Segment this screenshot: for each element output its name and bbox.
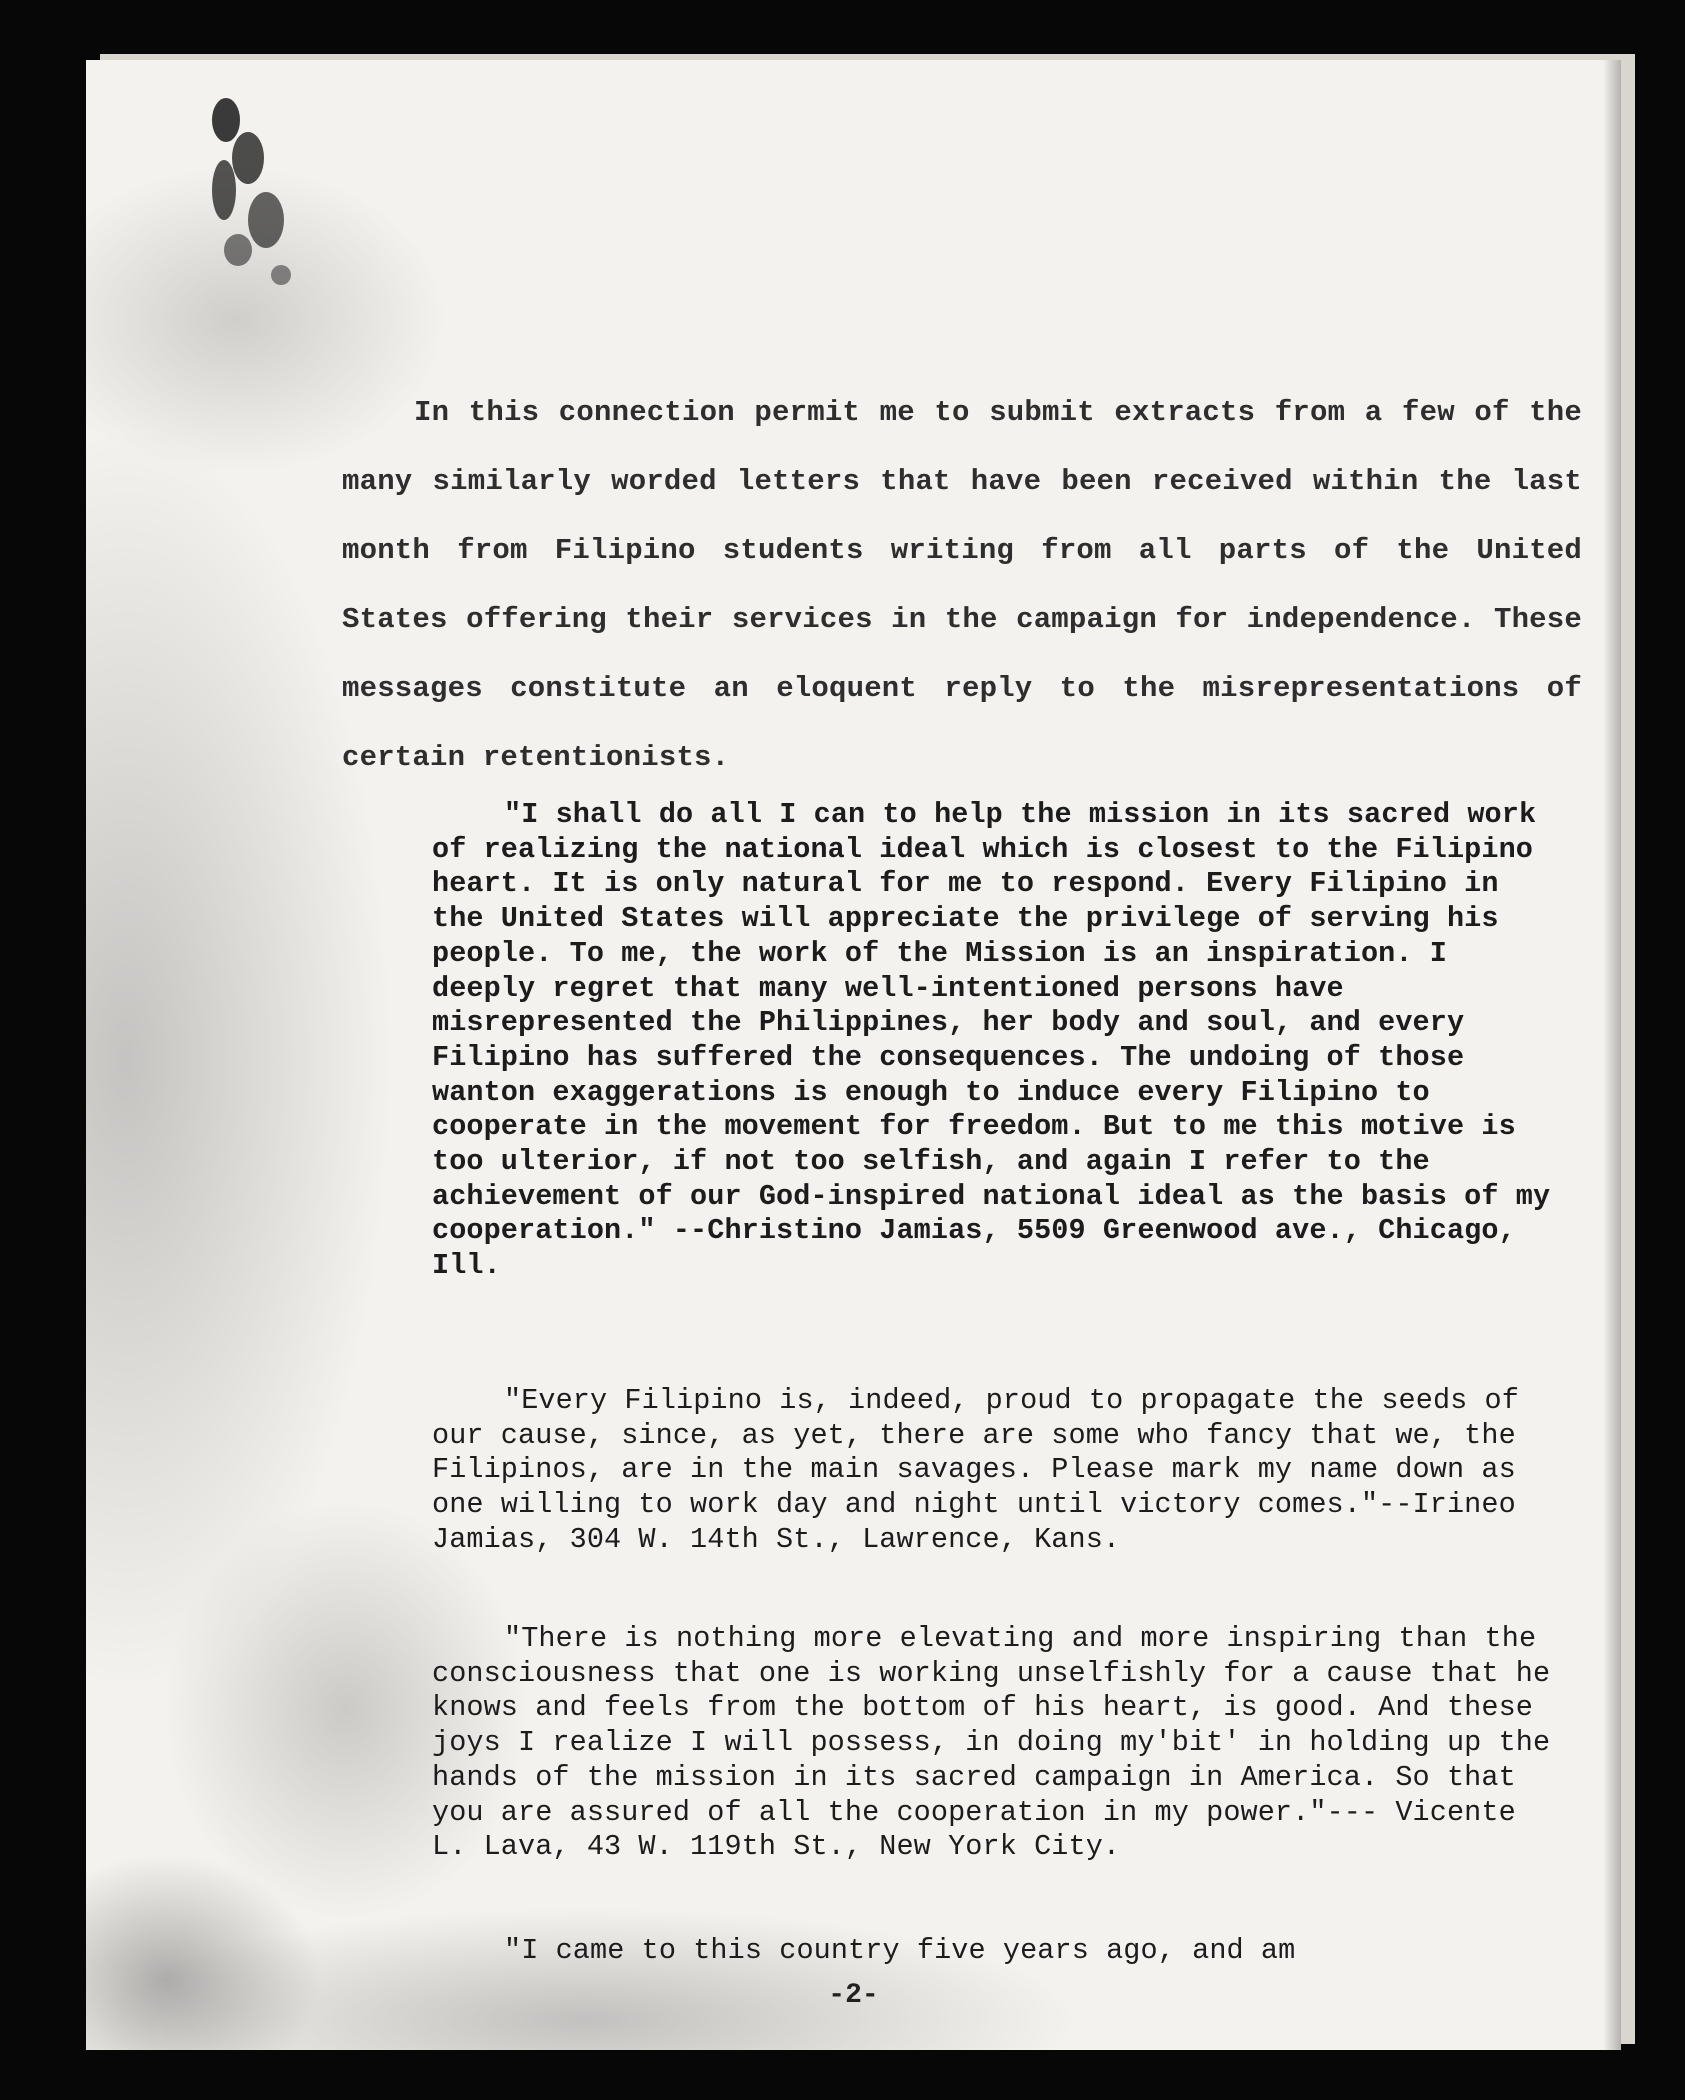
document-page — [86, 60, 1621, 2050]
page-edge-shadow — [1603, 60, 1621, 2050]
quote-lava-vicente: "There is nothing more elevating and more inspiring than the consciousness that one is working unselfishly for a cause that he knows and feels from the bottom of his heart, is good. And these joys I realize I will possess, in doing my'bit' in holding up the hands of the mission in its sacred campaign in America. So that you are assured of all the cooperation in my power."--- Vicente L. Lava, 43 W. 119th St., New York City. — [432, 1622, 1551, 1864]
quote-continued: "I came to this country five years ago, and am — [504, 1934, 1296, 1967]
page-number: -2- — [828, 1980, 879, 2011]
quote-jamias-christino: "I shall do all I can to help the mission in its sacred work of realizing the national ideal which is closest to the Filipino heart. It is only natural for me to respond. Every Filipino in the United States will appreciate the privilege of serving his people. To me, the work of the Mission is an inspiration. I deeply regret that many well-intentioned persons have misrepresented the Philippines, her body and soul, and every Filipino has suffered the consequences. The undoing of those wanton exaggerations is enough to induce every Filipino to cooperate in the movement for freedom. But to me this motive is too ulterior, if not too selfish, and again I refer to the achievement of our God-inspired national ideal as the basis of my cooperation." --Christino Jamias, 5509 Greenwood ave., Chicago, Ill. — [432, 798, 1551, 1283]
quote-jamias-irineo: "Every Filipino is, indeed, proud to propagate the seeds of our cause, since, as yet, there are some who fancy that we, the Filipinos, are in the main savages. Please mark my name down as one willing to work day and night until victory comes."--Irineo Jamias, 304 W. 14th St., Lawrence, Kans. — [432, 1384, 1519, 1556]
intro-paragraph: In this connection permit me to submit extracts from a few of the many similarly worded letters that have been received within the last month from Filipino students writing from all parts of the United States offering their services in the campaign for independence. These messages constitute an eloquent reply to the misrepresentations of certain retentionists. — [342, 396, 1582, 774]
ink-stain — [186, 80, 326, 300]
